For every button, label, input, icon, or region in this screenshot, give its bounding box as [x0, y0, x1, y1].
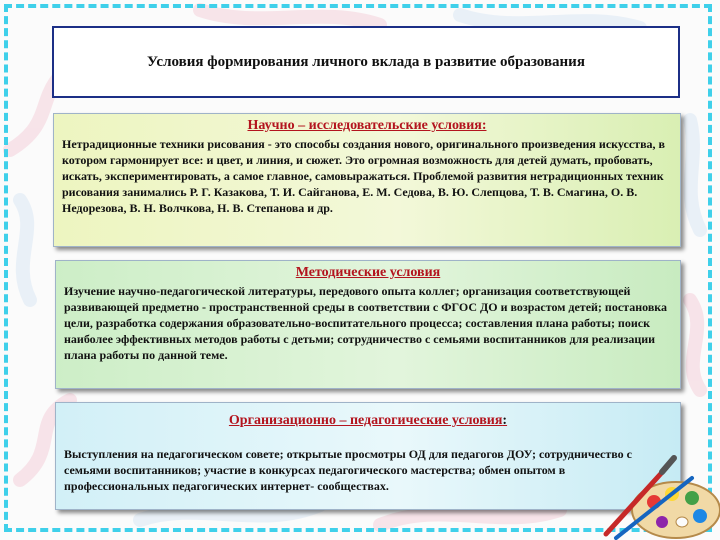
research-conditions-heading: Научно – исследовательские условия:	[247, 118, 487, 133]
methodical-conditions-card	[55, 260, 681, 389]
methodical-conditions-text: Изучение научно-педагогической литературы, передового опыта коллег; организация соответствующей развивающей предметно - пространственной среды в соответствии с ФГОС ДО и возрастом детей; постановка цели, разработка содержания образовательно-воспитательного процесса; составления плана работы; поиск наиболее эффективных методов работы с детьми; сотрудничество с семьями воспитанников для реализации плана работы по данной теме.	[64, 284, 668, 362]
organizational-conditions-heading-wrap	[64, 412, 672, 430]
organizational-conditions-card	[55, 402, 681, 510]
palette-icon	[596, 448, 720, 540]
slide-title: Условия формирования личного вклада в развитие образования	[52, 26, 680, 98]
methodical-conditions-heading: Методические условия	[295, 265, 441, 280]
organizational-conditions-heading: Организационно – педагогические условия	[228, 413, 503, 428]
research-conditions-card	[53, 113, 681, 247]
research-conditions-text: Нетрадиционные техники рисования - это способы создания нового, оригинального произведения искусства, в котором гармонирует все: и цвет, и линия, и сюжет. Это огромная возможность для детей думать, пробовать, искать, экспериментировать, а самое главное, самовыражаться. Проблемой развития нетрадиционных техник рисования занимались Р. Г. Казакова, Т. И. Сайганова, Е. М. Седова, В. Ю. Слепцова, Т. В. Смагина, О. В. Недорезова, В. Н. Волчкова, Н. В. Степанова и др.	[62, 137, 666, 215]
heading-colon: :	[502, 413, 508, 428]
organizational-conditions-text: Выступления на педагогическом совете; открытые просмотры ОД для педагогов ДОУ; сотрудничество с семьями воспитанников; участие в конкурсах педагогического мастерства; обмен опытом в профессиональных педагогических интернет- сообществах.	[64, 447, 633, 493]
